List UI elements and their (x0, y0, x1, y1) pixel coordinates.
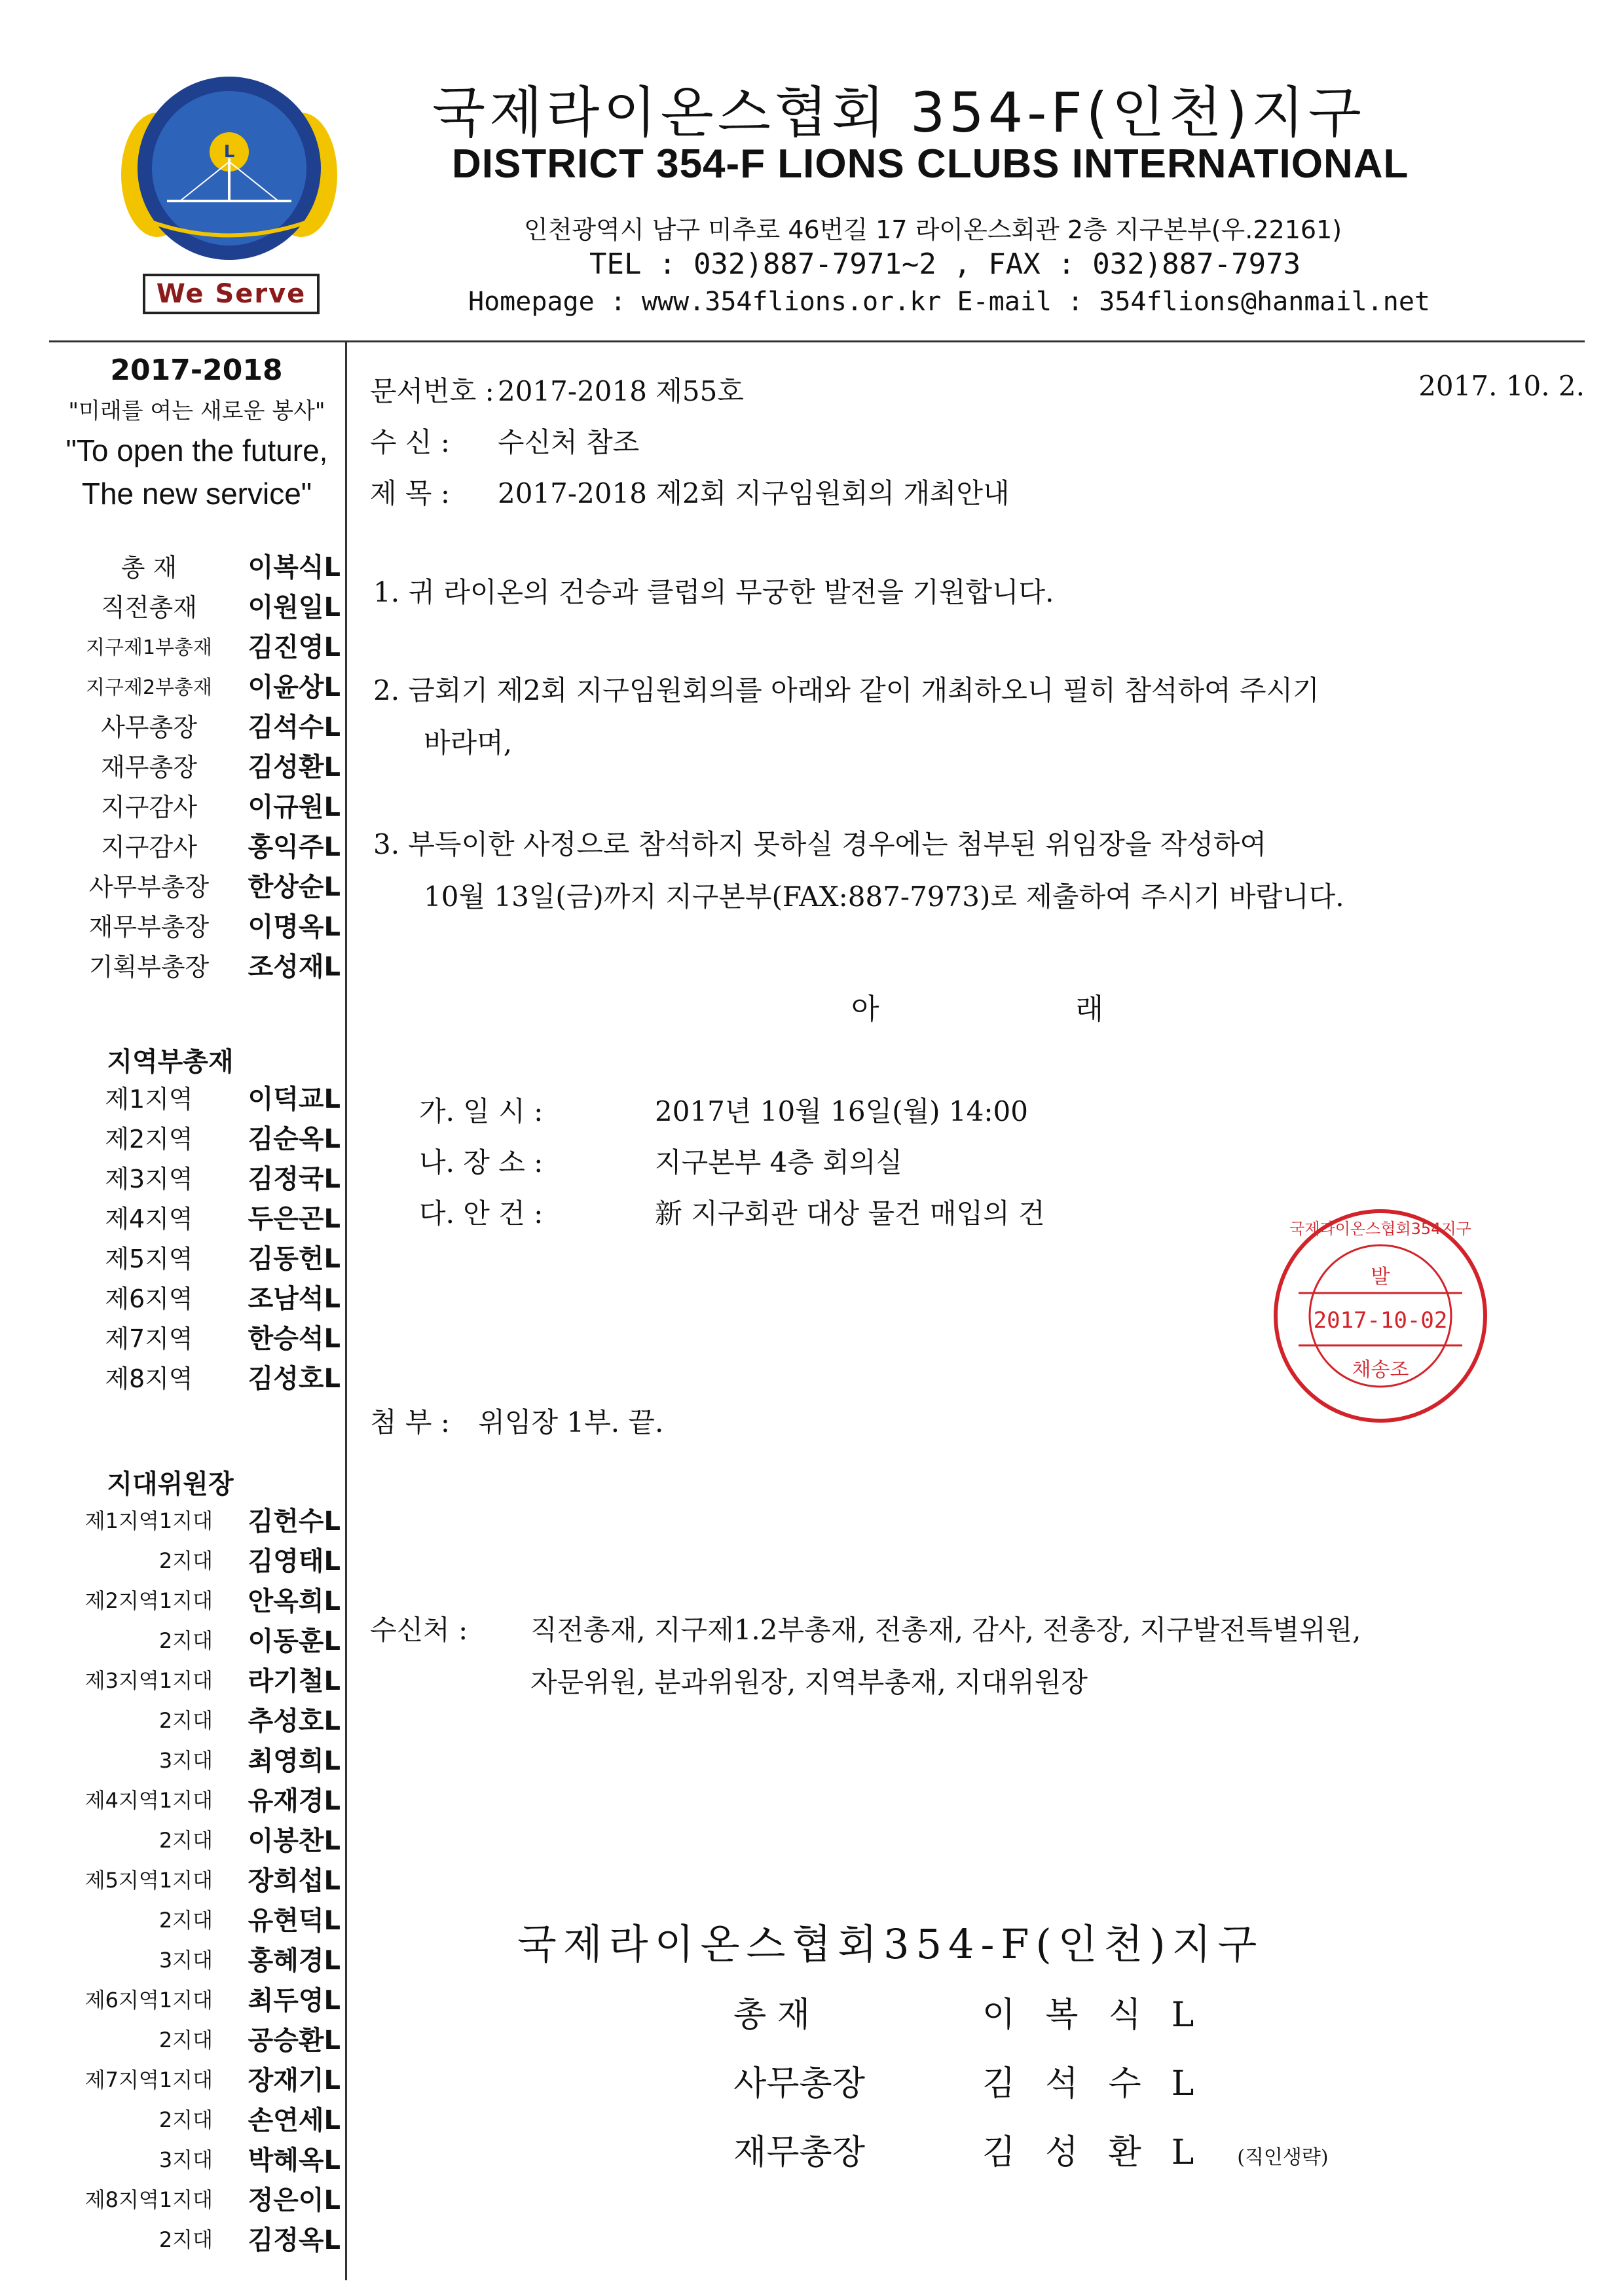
officer-row (65, 745, 341, 785)
subject: 2017-2018 제2회 지구임원회의 개최안내 (498, 477, 1010, 509)
notice-heading: 아래 (851, 993, 1301, 1026)
region-position: 제4지역 (105, 1205, 193, 1233)
officer-position: 기획부총장 (88, 953, 210, 981)
zone-name: 손연세L (248, 2105, 341, 2136)
meeting-agenda-label: 다. 안 건 : (419, 1197, 544, 1230)
officer-name: 김성환L (248, 752, 341, 782)
zone-row (65, 2218, 341, 2258)
paragraph-1: 1. 귀 라이온의 건승과 클럽의 무궁한 발전을 기원합니다. (373, 576, 1054, 608)
zone-row (65, 2058, 341, 2098)
zone-position: 2지대 (158, 1548, 213, 1573)
zone-position: 2지대 (158, 2027, 213, 2052)
officer-position: 재무부총장 (88, 913, 210, 941)
region-position: 제8지역 (105, 1364, 193, 1393)
zone-position: 2지대 (158, 2227, 213, 2252)
officer-position: 총 재 (120, 553, 177, 582)
org-web-email: Homepage : www.354flions.or.kr E-mail : 354flions@hanmail.net (468, 287, 1431, 317)
meeting-place-line (419, 1141, 902, 1180)
zone-row (65, 1699, 341, 1739)
officer-position: 지구제1부총재 (86, 636, 212, 659)
officer-row (65, 705, 341, 745)
zone-row (65, 1499, 341, 1539)
zone-position: 제2지역1지대 (84, 1588, 213, 1613)
zone-row (65, 2178, 341, 2218)
officer-row (65, 665, 341, 705)
sidebar-motto-english-line2: The new service" (81, 477, 312, 511)
recipient-line (370, 421, 639, 460)
meeting-place: 지구본부 4층 회의실 (655, 1146, 902, 1178)
zone-name: 홍혜경L (248, 1946, 341, 1976)
region-name: 김성호L (248, 1364, 341, 1394)
officer-position: 재무총장 (101, 753, 197, 782)
zone-name: 정은이L (248, 2185, 341, 2215)
region-name: 이덕교L (248, 1084, 341, 1114)
officer-name: 김진영L (248, 632, 341, 663)
region-name: 김동헌L (248, 1244, 341, 1274)
region-name: 조남석L (248, 1284, 341, 1314)
officer-row (65, 865, 341, 905)
zone-name: 김헌수L (248, 1506, 341, 1537)
meeting-place-label: 나. 장 소 : (419, 1146, 544, 1178)
signature-row (733, 1987, 1224, 2036)
officer-row (65, 945, 341, 985)
meeting-agenda: 新 지구회관 대상 물건 매입의 건 (655, 1197, 1045, 1230)
zone-position: 3지대 (158, 2147, 213, 2172)
signature-org: 국제라이온스협회354-F(인천)지구 (517, 1920, 1264, 1968)
region-row (65, 1197, 341, 1237)
stamp-top-text: 국제라이온스협회354지구 (1289, 1220, 1471, 1238)
zone-name: 김정옥L (248, 2225, 341, 2255)
officer-position: 지구감사 (101, 793, 197, 822)
zone-row (65, 1899, 341, 1939)
subject-line (370, 472, 1010, 511)
officer-name: 이윤상L (248, 672, 341, 702)
zone-name: 최영희L (248, 1746, 341, 1776)
officer-list (65, 545, 341, 985)
receipt-stamp (1269, 1205, 1492, 1427)
zone-row (65, 1859, 341, 1899)
region-row (65, 1357, 341, 1396)
zone-position: 제4지역1지대 (84, 1787, 213, 1813)
region-name: 김순옥L (248, 1124, 341, 1154)
region-row (65, 1157, 341, 1197)
doc-number-line (370, 370, 744, 409)
meeting-time: 2017년 10월 16일(월) 14:00 (655, 1095, 1028, 1127)
officer-row (65, 625, 341, 665)
region-position: 제1지역 (105, 1085, 193, 1114)
org-tel-fax: TEL : 032)887-7971~2 , FAX : 032)887-7973 (589, 247, 1301, 281)
officer-row (65, 785, 341, 825)
region-row (65, 1277, 341, 1317)
org-name-korean: 국제라이온스협회 354-F(인천)지구 (432, 81, 1365, 145)
meeting-time-label: 가. 일 시 : (419, 1095, 544, 1127)
subject-label: 제 목 : (370, 477, 450, 509)
zone-row (65, 1978, 341, 2018)
zone-heading: 지대위원장 (107, 1469, 234, 1499)
zone-position: 2지대 (158, 1707, 213, 1733)
zone-position: 2지대 (158, 1907, 213, 1933)
sidebar-motto-english-line1: "To open the future, (65, 433, 328, 467)
zone-row (65, 2098, 341, 2138)
recipient: 수신처 참조 (498, 426, 640, 458)
paragraph-2-line1: 2. 금회기 제2회 지구임원회의를 아래와 같이 개최하오니 필히 참석하여 주시기 (373, 674, 1320, 706)
zone-row (65, 1779, 341, 1819)
officer-name: 이복식L (248, 553, 341, 583)
zone-name: 박혜옥L (248, 2145, 341, 2176)
header-divider (49, 340, 1585, 342)
zone-name: 추성호L (248, 1706, 341, 1736)
region-name: 두은곤L (248, 1204, 341, 1234)
officer-name: 이원일L (248, 592, 341, 623)
officer-name: 이규원L (248, 792, 341, 822)
zone-name: 라기철L (248, 1666, 341, 1696)
doc-number: 2017-2018 제55호 (498, 375, 744, 407)
zone-position: 제8지역1지대 (84, 2187, 213, 2212)
org-address: 인천광역시 남구 미추로 46번길 17 라이온스회관 2층 지구본부(우.22161) (524, 215, 1342, 244)
region-position: 제2지역 (105, 1125, 193, 1154)
sidebar-year: 2017-2018 (110, 354, 283, 387)
officer-position: 지구감사 (101, 833, 197, 862)
signature-title: 총 재 (733, 1995, 810, 2035)
zone-name: 안옥희L (248, 1586, 341, 1616)
region-row (65, 1317, 341, 1357)
zone-row (65, 1539, 341, 1579)
officer-row (65, 905, 341, 945)
paragraph-3-line1: 3. 부득이한 사정으로 참석하지 못하실 경우에는 첨부된 위임장을 작성하여 (373, 828, 1267, 860)
doc-number-label: 문서번호 : (370, 375, 494, 407)
signature-row (733, 2124, 1329, 2174)
zone-name: 이봉찬L (248, 1826, 341, 1856)
stamp-date: 2017-10-02 (1313, 1307, 1448, 1334)
recipients-block (370, 1604, 1595, 1709)
officer-position: 사무총장 (101, 713, 197, 742)
officer-name: 김석수L (248, 712, 341, 742)
region-row (65, 1077, 341, 1117)
seal-omitted-note: (직인생략) (1237, 2146, 1329, 2169)
stamp-mid-text: 발 (1371, 1266, 1390, 1288)
officer-row (65, 545, 341, 585)
signature-name: 김성환L (982, 2133, 1225, 2172)
region-position: 제5지역 (105, 1245, 193, 1273)
sidebar-motto-english (51, 429, 342, 515)
zone-name: 공승환L (248, 2026, 341, 2056)
region-position: 제7지역 (105, 1324, 193, 1353)
signature-title: 재무총장 (733, 2133, 865, 2172)
attachment-line (370, 1401, 663, 1440)
region-position: 제6지역 (105, 1285, 193, 1313)
officer-name: 이명옥L (248, 912, 341, 942)
officer-name: 홍익주L (248, 832, 341, 862)
zone-position: 제6지역1지대 (84, 1987, 213, 2013)
zone-name: 이동훈L (248, 1626, 341, 1656)
officer-name: 한상순L (248, 872, 341, 902)
zone-name: 유현덕L (248, 1906, 341, 1936)
zone-row (65, 1579, 341, 1619)
region-row (65, 1117, 341, 1157)
zone-name: 장재기L (248, 2066, 341, 2096)
officer-row (65, 825, 341, 865)
region-list (65, 1077, 341, 1396)
zone-position: 제5지역1지대 (84, 1867, 213, 1893)
region-name: 김정국L (248, 1164, 341, 1194)
svg-text:L: L (223, 142, 235, 162)
meeting-time-line (419, 1090, 1028, 1129)
signature-name: 이복식L (982, 1995, 1225, 2035)
org-name-english: DISTRICT 354-F LIONS CLUBS INTERNATIONAL (452, 141, 1409, 187)
zone-position: 2지대 (158, 1827, 213, 1853)
paragraph-2 (373, 665, 1591, 769)
recipients-line1: 직전총재, 지구제1.2부총재, 전총재, 감사, 전총장, 지구발전특별위원, (530, 1614, 1361, 1646)
paragraph-3 (373, 818, 1591, 923)
officer-name: 조성재L (248, 952, 341, 982)
zone-name: 최두영L (248, 1986, 341, 2016)
zone-list (65, 1499, 341, 2258)
officer-position: 사무부총장 (88, 873, 210, 902)
stamp-bottom-text: 채송조 (1352, 1358, 1409, 1381)
officer-row (65, 585, 341, 625)
attachment: 위임장 1부. 끝. (478, 1406, 664, 1438)
zone-row (65, 1739, 341, 1779)
region-row (65, 1237, 341, 1277)
zone-name: 장희섭L (248, 1866, 341, 1896)
zone-name: 유재경L (248, 1786, 341, 1816)
meeting-agenda-line (419, 1192, 1045, 1231)
signature-row (733, 2056, 1224, 2105)
zone-position: 3지대 (158, 1747, 213, 1773)
recipients-label: 수신처 : (370, 1614, 468, 1646)
zone-row (65, 1659, 341, 1699)
zone-position: 2지대 (158, 2107, 213, 2132)
we-serve-motto: We Serve (143, 274, 320, 314)
doc-date: 2017. 10. 2. (1418, 370, 1585, 402)
recipient-label: 수 신 : (370, 426, 450, 458)
sidebar-motto-korean: "미래를 여는 새로운 봉사" (68, 398, 325, 424)
zone-position: 2지대 (158, 1628, 213, 1653)
officer-position: 직전총재 (101, 593, 197, 622)
zone-row (65, 1819, 341, 1859)
zone-row (65, 2018, 341, 2058)
zone-position: 3지대 (158, 1947, 213, 1973)
zone-position: 제3지역1지대 (84, 1667, 213, 1693)
paragraph-3-line2: 10월 13일(금)까지 지구본부(FAX:887-7973)로 제출하여 주시기 바랍니다. (424, 881, 1344, 913)
signature-title: 사무총장 (733, 2064, 865, 2104)
region-name: 한승석L (248, 1324, 341, 1354)
signature-name: 김석수L (982, 2064, 1225, 2104)
region-position: 제3지역 (105, 1165, 193, 1194)
region-heading: 지역부총재 (107, 1047, 234, 1077)
officer-position: 지구제2부총재 (86, 676, 212, 699)
zone-name: 김영태L (248, 1546, 341, 1576)
zone-row (65, 2138, 341, 2178)
zone-row (65, 1619, 341, 1659)
sidebar-divider (345, 342, 347, 2280)
paragraph-2-line2: 바라며, (424, 727, 513, 759)
zone-row (65, 1939, 341, 1978)
zone-position: 제7지역1지대 (84, 2067, 213, 2092)
attachment-label: 첨 부 : (370, 1406, 450, 1438)
zone-position: 제1지역1지대 (84, 1508, 213, 1533)
recipients-line2: 자문위원, 분과위원장, 지역부총재, 지대위원장 (530, 1666, 1088, 1698)
